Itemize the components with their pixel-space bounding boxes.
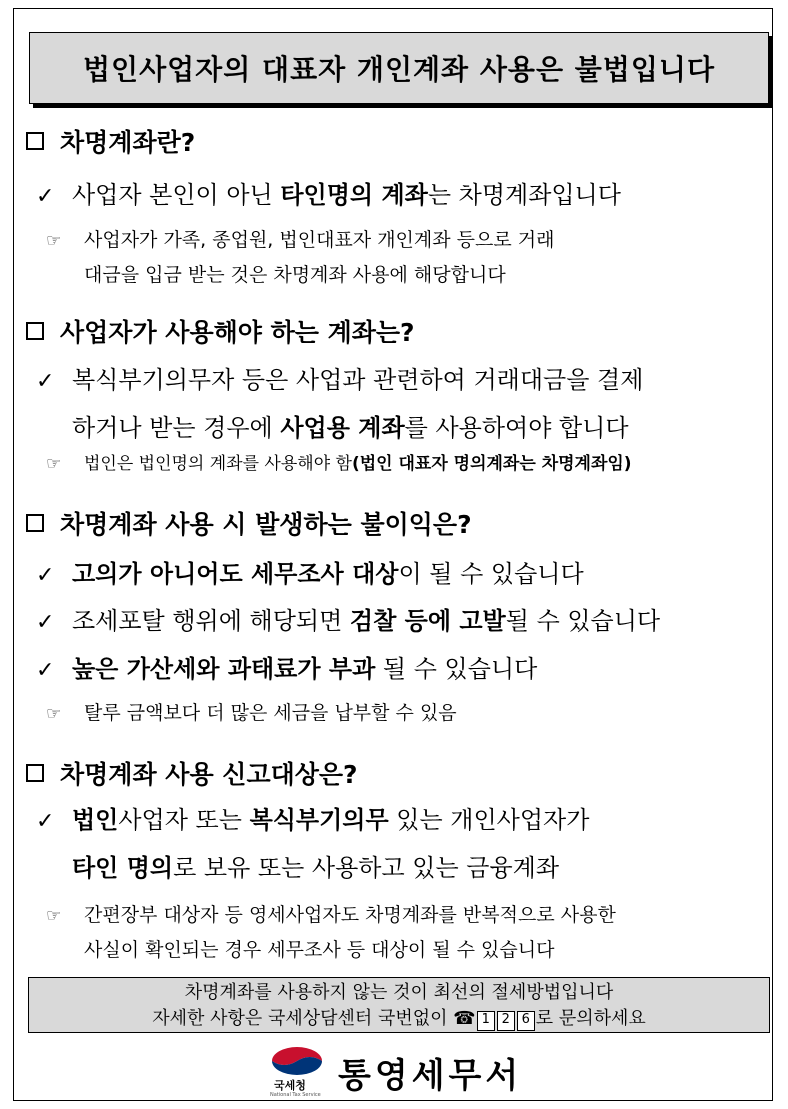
pointing-hand-icon: ☞ <box>46 704 62 724</box>
logo-area <box>264 1043 522 1101</box>
pointing-hand-icon: ☞ <box>46 231 62 251</box>
pointing-hand-icon: ☞ <box>46 906 62 926</box>
note-item: ☞ 사업자가 가족, 종업원, 법인대표자 개인계좌 등으로 거래 대금을 입금 받는 것은 차명계좌 사용에 해당합니다 <box>46 223 554 292</box>
note-item: ☞ 탈루 금액보다 더 많은 세금을 납부할 수 있음 <box>46 696 457 731</box>
section-heading-3: 차명계좌 사용 시 발생하는 불이익은? <box>26 505 472 541</box>
check-item: ✓ 높은 가산세와 과태료가 부과 될 수 있습니다 <box>36 654 538 683</box>
check-item: ✓ 법인사업자 또는 복식부기의무 있는 개인사업자가 타인 명의로 보유 또는 사용하고 있는 금융계좌 <box>36 797 589 891</box>
phone-icon: ☎ <box>453 1008 476 1029</box>
emblem-subtext: National Tax Service <box>270 1092 321 1098</box>
page-title: 법인사업자의 대표자 개인계좌 사용은 불법입니다 <box>82 53 715 86</box>
note-item: ☞ 간편장부 대상자 등 영세사업자도 차명계좌를 반복적으로 사용한 사실이 확인되는 경우 세무조사 등 대상이 될 수 있습니다 <box>46 898 616 967</box>
emblem-text: 국세청 <box>274 1079 306 1092</box>
footer-notice <box>28 977 770 1033</box>
square-checkbox-icon <box>26 132 44 150</box>
section-heading-4: 차명계좌 사용 신고대상은? <box>26 755 358 791</box>
title-banner <box>29 32 769 104</box>
checkmark-icon: ✓ <box>36 610 55 635</box>
footer-line-1: 차명계좌를 사용하지 않는 것이 최선의 절세방법입니다 <box>184 982 614 1003</box>
checkmark-icon: ✓ <box>36 809 55 834</box>
checkmark-icon: ✓ <box>36 184 55 209</box>
checkmark-icon: ✓ <box>36 658 55 683</box>
pointing-hand-icon: ☞ <box>46 454 62 474</box>
square-checkbox-icon <box>26 514 44 532</box>
section-heading-1: 차명계좌란? <box>26 123 195 159</box>
footer-line-2: 자세한 사항은 국세상담센터 국번없이 ☎ 1 2 6 로 문의하세요 <box>152 1008 646 1029</box>
checkmark-icon: ✓ <box>36 369 55 394</box>
office-name: 통영세무서 <box>338 1055 523 1096</box>
phone-digit: 1 <box>477 1011 495 1031</box>
section-heading-2: 사업자가 사용해야 하는 계좌는? <box>26 313 415 349</box>
checkmark-icon: ✓ <box>36 563 55 588</box>
check-item: ✓ 조세포탈 행위에 해당되면 검찰 등에 고발될 수 있습니다 <box>36 606 661 635</box>
nts-emblem-icon <box>264 1043 330 1101</box>
square-checkbox-icon <box>26 764 44 782</box>
check-item: ✓ 사업자 본인이 아닌 타인명의 계좌는 차명계좌입니다 <box>36 180 621 209</box>
note-item: ☞ 법인은 법인명의 계좌를 사용해야 함(법인 대표자 명의계좌는 차명계좌임) <box>46 447 632 481</box>
phone-digit: 6 <box>517 1011 535 1031</box>
phone-digit: 2 <box>497 1011 515 1031</box>
check-item: ✓ 고의가 아니어도 세무조사 대상이 될 수 있습니다 <box>36 559 584 588</box>
square-checkbox-icon <box>26 322 44 340</box>
check-item: ✓ 복식부기의무자 등은 사업과 관련하여 거래대금을 결제 하거나 받는 경우에 사업용 계좌를 사용하여야 합니다 <box>36 357 643 451</box>
